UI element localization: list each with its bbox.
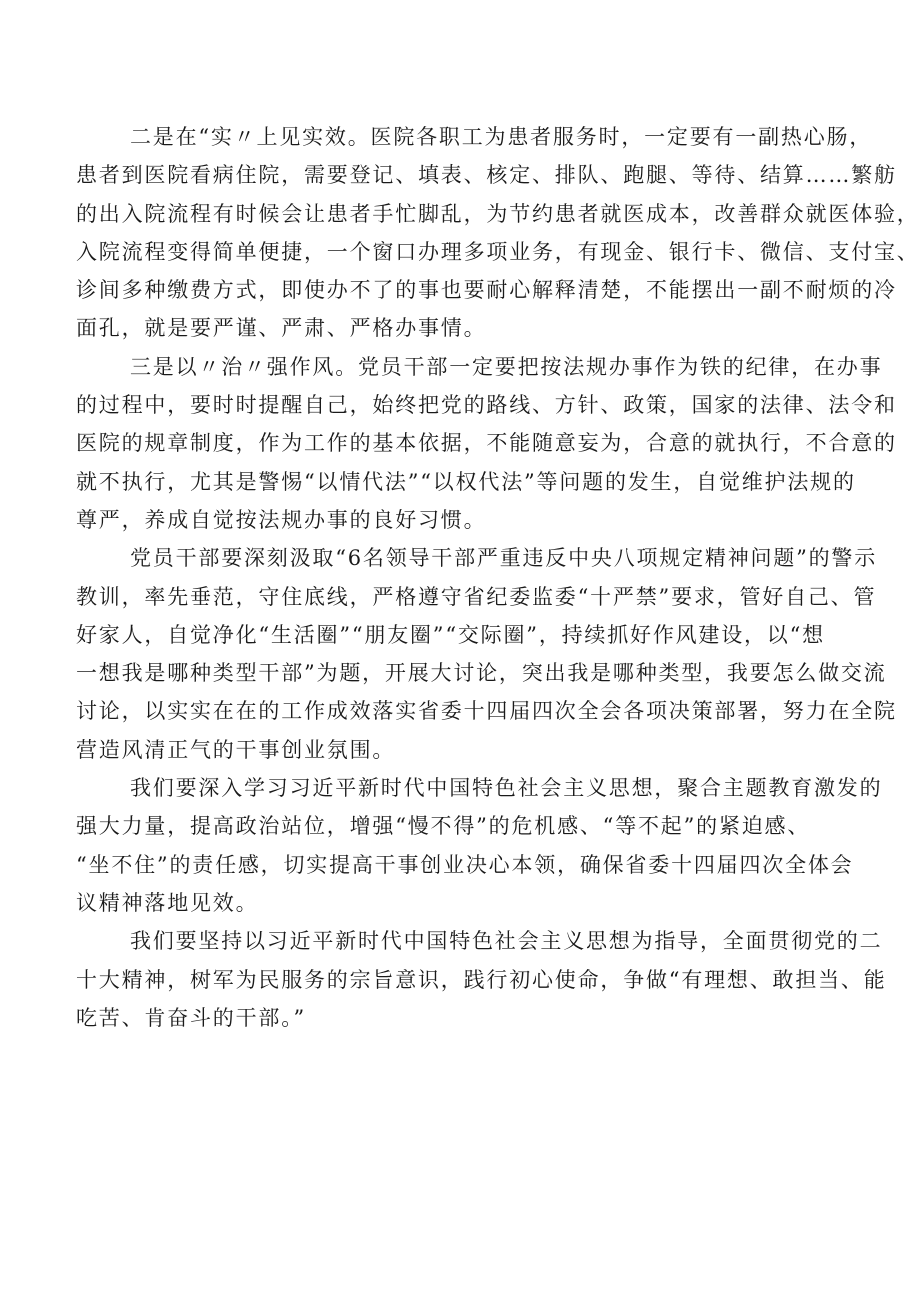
text-line: 诊间多种缴费方式，即使办不了的事也要耐心解释清楚，不能摆出一副不耐烦的冷 — [76, 278, 897, 303]
text-line: 医院的规章制度，作为工作的基本依据，不能随意妄为，合意的就执行，不合意的 — [76, 431, 897, 456]
paragraph — [76, 539, 897, 769]
text-line: 的出入院流程有时候会让患者手忙脚乱，为节约患者就医成本，改善群众就医体验， — [76, 201, 920, 226]
text-line: 一想我是哪种类型干部”为题，开展大讨论，突出我是哪种类型，我要怎么做交流 — [76, 661, 887, 686]
text-line: 讨论，以实实在在的工作成效落实省委十四届四次全会各项决策部署，努力在全院 — [76, 699, 897, 724]
text-line: 入院流程变得简单便捷，一个窗口办理多项业务，有现金、银行卡、微信、支付宝、 — [76, 239, 920, 264]
text-line: 二是在“实〃上见实效。医院各职工为患者服务时，一定要有一副热心肠， — [130, 125, 873, 149]
paragraph — [76, 922, 887, 1037]
text-line: 十大精神，树军为民服务的宗旨意识，践行初心使命，争做“有理想、敢担当、能 — [76, 967, 887, 992]
text-line: 营造风清正气的干事创业氛围。 — [76, 737, 396, 762]
text-line: 我们要深入学习习近平新时代中国特色社会主义思想，聚合主题教育激发的 — [130, 776, 883, 801]
text-line: 尊严，养成自觉按法规办事的良好习惯。 — [76, 507, 487, 532]
text-line: “坐不住”的责任感，切实提高干事创业决心本领，确保省委十四届四次全体会 — [76, 852, 854, 877]
text-line: 教训，率先垂范，守住底线，严格遵守省纪委监委“十严禁”要求，管好自己、管 — [76, 584, 877, 609]
text-line: 好家人，自觉净化“生活圈”“朋友圈”“交际圈”，持续抓好作风建设，以“想 — [76, 622, 825, 647]
paragraph — [76, 769, 883, 922]
text-line: 强大力量，提高政治站位，增强“慢不得”的危机感、“等不起”的紧迫感、 — [76, 814, 811, 839]
text-line: 面孔，就是要严谨、严肃、严格办事情。 — [76, 316, 487, 341]
text-line: 党员干部要深刻汲取“6名领导干部严重违反中央八项规定精神问题”的警示 — [130, 546, 878, 571]
document-body — [76, 118, 920, 1037]
paragraph — [76, 348, 897, 539]
text-line: 吃苦、肯奋斗的干部。” — [76, 1005, 307, 1030]
text-line: 我们要坚持以习近平新时代中国特色社会主义思想为指导，全面贯彻党的二 — [130, 929, 883, 954]
text-line: 三是以〃治〃强作风。党员干部一定要把按法规办事作为铁的纪律，在办事 — [130, 354, 883, 379]
text-line: 议精神落地见效。 — [76, 890, 259, 915]
text-line: 就不执行，尤其是警惕“以情代法”“以权代法”等问题的发生，自觉维护法规的 — [76, 469, 856, 494]
text-line: 的过程中，要时时提醒自己，始终把党的路线、方针、政策，国家的法律、法令和 — [76, 393, 897, 418]
paragraph — [76, 118, 920, 348]
text-line: 患者到医院看病住院，需要登记、填表、核定、排队、跑腿、等待、结算……繁舫 — [76, 163, 897, 188]
